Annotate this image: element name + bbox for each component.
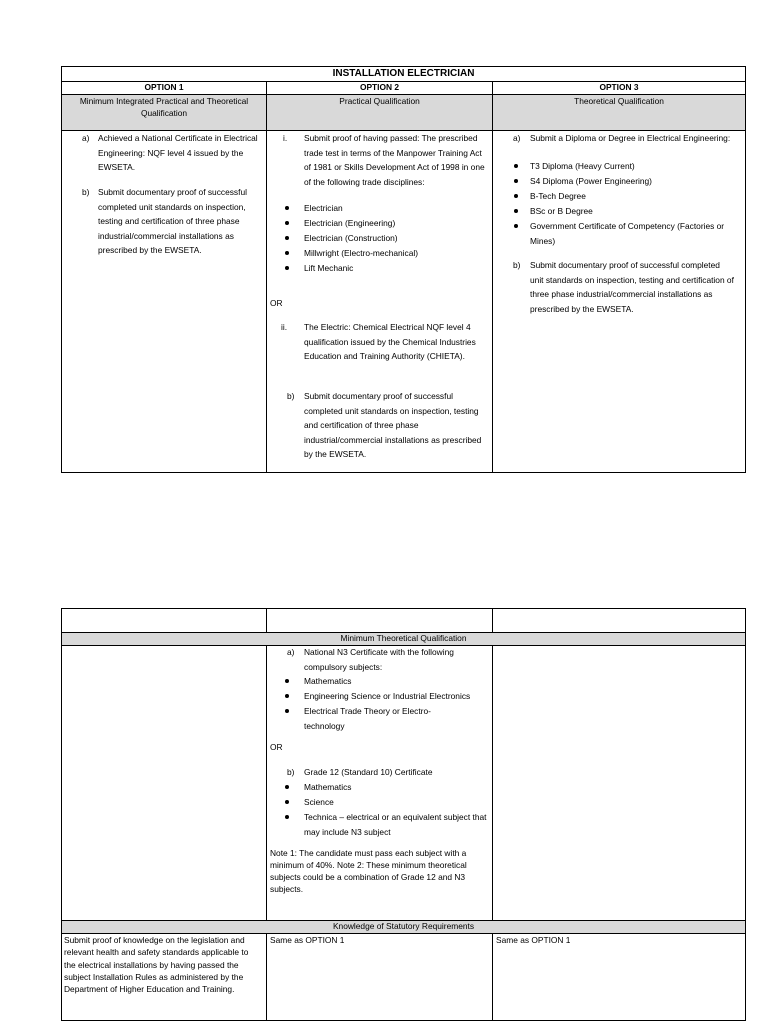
- statutory-requirement-option-2: Same as OPTION 1: [270, 935, 345, 945]
- list-marker: a): [513, 133, 521, 143]
- column-divider: [266, 933, 267, 1021]
- qualification-item: S4 Diploma (Power Engineering): [530, 176, 652, 186]
- bullet-icon: [285, 815, 289, 819]
- subject-item: Electrical Trade Theory or Electro-technology: [304, 706, 431, 731]
- trade-discipline: Electrician (Engineering): [304, 218, 396, 228]
- option-1-item-a: Achieved a National Certificate in Electrical Engineering: NQF level 4 issued by the EWSETA.: [98, 133, 258, 172]
- subject-item: Science: [304, 797, 334, 807]
- or-separator: OR: [270, 298, 283, 308]
- column-divider: [266, 645, 267, 920]
- table-border: [61, 608, 62, 1021]
- option-2-subheading: Practical Qualification: [339, 96, 420, 106]
- option-2-item-i: Submit proof of having passed: The prescribed trade test in terms of the Manpower Training Act of 1981 or Skills Development Act of 1998 in one of the following trade disciplines:: [304, 133, 485, 187]
- list-marker: b): [287, 391, 295, 401]
- statutory-requirement-option-1: Submit proof of knowledge on the legislation and relevant health and safety standards applicable to the electrical installations by having passed the subject Installation Rules as administered by the Department of Higher Education and Training.: [64, 935, 249, 995]
- option-2-item-ii: The Electric: Chemical Electrical NQF level 4 qualification issued by the Chemical Industries Education and Training Authority (CHIETA).: [304, 322, 476, 361]
- bullet-icon: [514, 179, 518, 183]
- list-marker: i.: [283, 133, 288, 143]
- table-border: [745, 66, 746, 473]
- option-2-item-b: Submit documentary proof of successful completed unit standards on inspection, testing and certification of three phase industrial/commercial installations as prescribed by the EWSETA.: [304, 391, 482, 459]
- option-1-subheading: Minimum Integrated Practical and Theoretical Qualification: [79, 96, 249, 118]
- option-3-item-a: Submit a Diploma or Degree in Electrical Engineering:: [530, 133, 731, 143]
- bullet-icon: [285, 251, 289, 255]
- table-border: [745, 608, 746, 1021]
- subject-item: Engineering Science or Industrial Electronics: [304, 691, 471, 701]
- bullet-icon: [285, 694, 289, 698]
- or-separator: OR: [270, 742, 283, 752]
- bullet-icon: [285, 785, 289, 789]
- column-divider: [492, 645, 493, 920]
- list-marker: b): [513, 260, 521, 270]
- trade-discipline: Electrician: [304, 203, 343, 213]
- grade-12-item: Grade 12 (Standard 10) Certificate: [304, 767, 433, 777]
- bullet-icon: [285, 679, 289, 683]
- bullet-icon: [285, 266, 289, 270]
- bullet-icon: [285, 709, 289, 713]
- table-border: [61, 66, 62, 473]
- column-divider: [492, 608, 493, 632]
- column-divider: [266, 608, 267, 632]
- n3-certificate-item: National N3 Certificate with the following compulsory subjects:: [304, 647, 454, 672]
- list-marker: b): [287, 767, 295, 777]
- option-1-item-b: Submit documentary proof of successful completed unit standards on inspection, testing and certification of three phase industrial/commercial installations as prescribed by the EWSETA.: [98, 187, 247, 255]
- subject-item: Mathematics: [304, 782, 352, 792]
- section-heading: Knowledge of Statutory Requirements: [332, 921, 475, 931]
- bullet-icon: [514, 209, 518, 213]
- option-3-heading: OPTION 3: [599, 82, 639, 92]
- column-divider: [492, 933, 493, 1021]
- column-divider: [266, 81, 267, 473]
- option-3-subheading: Theoretical Qualification: [574, 96, 664, 106]
- list-marker: a): [287, 647, 295, 657]
- subject-item: Technica – electrical or an equivalent subject that may include N3 subject: [304, 812, 487, 837]
- bullet-icon: [285, 236, 289, 240]
- table-title: INSTALLATION ELECTRICIAN: [332, 68, 475, 79]
- option-3-item-b: Submit documentary proof of successful completed unit standards on inspection, testing and certification of three phase industrial/commercial installations as prescribed by the EWSETA.: [530, 260, 734, 314]
- subject-item: Mathematics: [304, 676, 352, 686]
- notes: Note 1: The candidate must pass each subject with a minimum of 40%. Note 2: These minimum theoretical subjects could be a combination of Grade 12 and N3 subjects.: [270, 848, 467, 894]
- list-marker: a): [82, 133, 90, 143]
- statutory-requirement-option-3: Same as OPTION 1: [496, 935, 571, 945]
- bullet-icon: [514, 224, 518, 228]
- bullet-icon: [285, 221, 289, 225]
- trade-discipline: Electrician (Construction): [304, 233, 398, 243]
- table-border: [61, 608, 746, 609]
- table-border: [61, 472, 746, 473]
- bullet-icon: [514, 194, 518, 198]
- trade-discipline: Millwright (Electro-mechanical): [304, 248, 419, 258]
- column-divider: [492, 81, 493, 473]
- bullet-icon: [285, 800, 289, 804]
- qualification-item: B-Tech Degree: [530, 191, 586, 201]
- table-border: [61, 1020, 746, 1021]
- bullet-icon: [514, 164, 518, 168]
- list-marker: b): [82, 187, 90, 197]
- list-marker: ii.: [281, 322, 288, 332]
- bullet-icon: [285, 206, 289, 210]
- option-1-heading: OPTION 1: [144, 82, 184, 92]
- option-2-heading: OPTION 2: [359, 82, 400, 92]
- qualification-item: BSc or B Degree: [530, 206, 593, 216]
- qualification-item: Government Certificate of Competency (Factories or Mines): [530, 221, 725, 246]
- qualification-item: T3 Diploma (Heavy Current): [530, 161, 635, 171]
- section-heading: Minimum Theoretical Qualification: [340, 633, 467, 643]
- trade-discipline: Lift Mechanic: [304, 263, 354, 273]
